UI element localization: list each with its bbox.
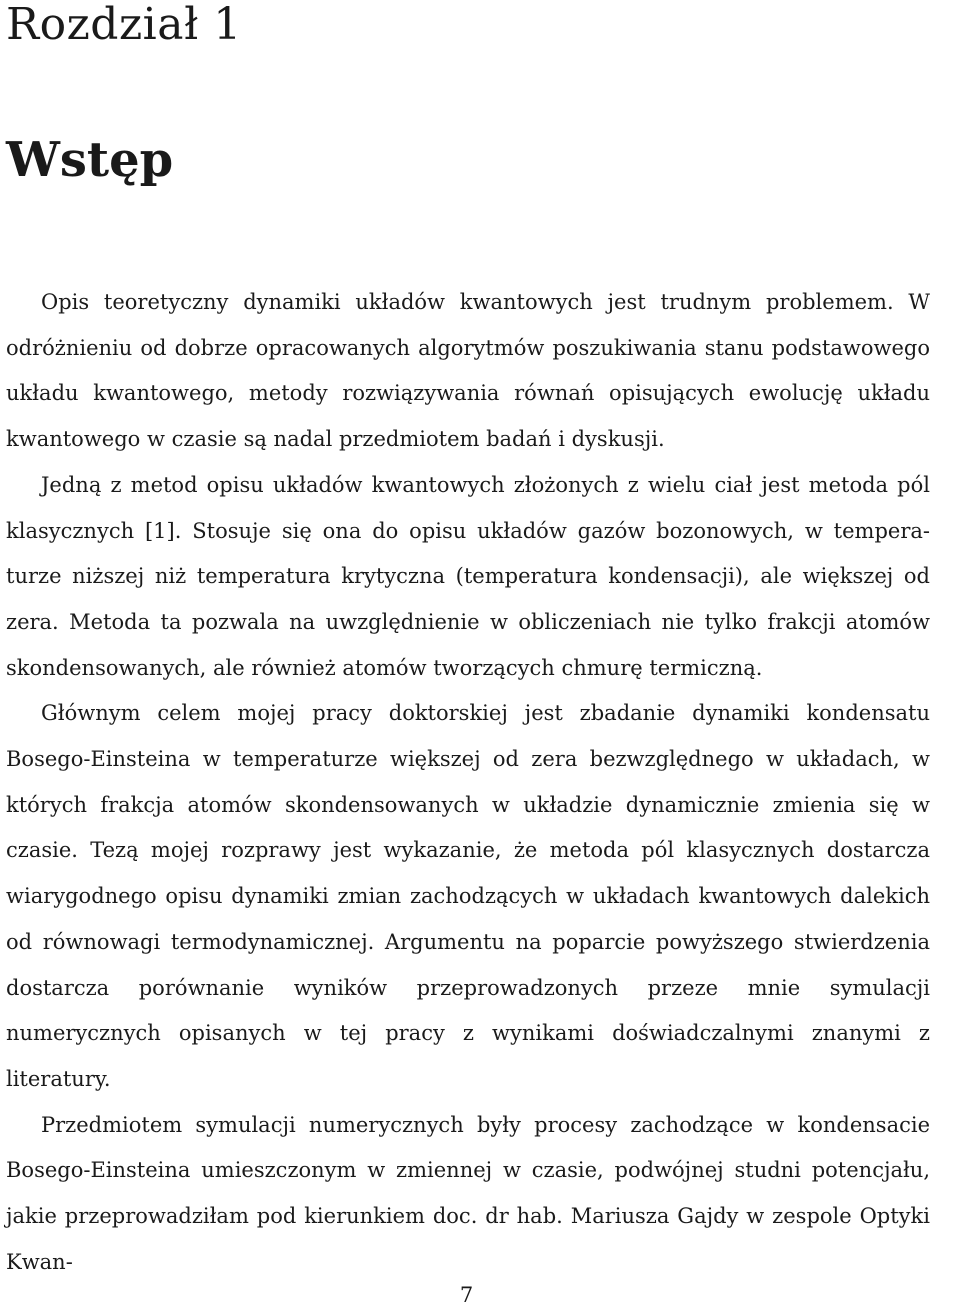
paragraph: Głównym celem mojej pracy doktorskiej jest zbadanie dynamiki kondensatu Bosego-Einsteina w temperaturze większej od zera bezwzględnego w układach, w których frakcja atomów skondensowanych w układzie dynamicznie zmienia się w czasie. Tezą mojej rozprawy jest wykazanie, że metoda pól klasycznych dostarcza wiarygodnego opisu dynamiki zmian zachodzących w układach kwantowych dalekich od równowagi termodynamicznej. Argumentu na poparcie powyższego stwierdzenia dostarcza porównanie wyników przeprowadzonych przeze mnie symulacji numerycznych opisanych w tej pracy z wynikami doświadczalnymi znanymi z literatury. <box>6 701 930 1091</box>
chapter-label: Rozdział 1 <box>6 0 242 50</box>
chapter-title: Wstęp <box>6 132 174 188</box>
paragraph: Jedną z metod opisu układów kwantowych złożonych z wielu ciał jest metoda pól klasycznych [1]. Stosuje się ona do opisu układów gazów bozonowych, w temperaturze niższej niż temperatura krytyczna (temperatura kondensacji), ale większej od zera. Metoda ta pozwala na uwzględnienie w obliczeniach nie tylko frakcji atomów skondensowanych, ale również atomów tworzących chmurę termiczną. <box>6 472 930 680</box>
paragraph: Przedmiotem symulacji numerycznych były procesy zachodzące w kondensacie Bosego-Einsteina umieszczonym w zmiennej w czasie, podwójnej studni potencjału, jakie przeprowadziłam pod kierunkiem doc. dr hab. Mariusza Gajdy w zespole Optyki Kwan- <box>6 1112 930 1274</box>
body-text <box>6 280 930 1285</box>
page-number: 7 <box>459 1283 474 1307</box>
paragraph: Opis teoretyczny dynamiki układów kwantowych jest trudnym problemem. W odróżnieniu od dobrze opracowanych algorytmów poszukiwania stanu podstawowego układu kwantowego, metody rozwiązywania równań opisujących ewolucję układu kwantowego w czasie są nadal przedmiotem badań i dyskusji. <box>6 290 930 452</box>
